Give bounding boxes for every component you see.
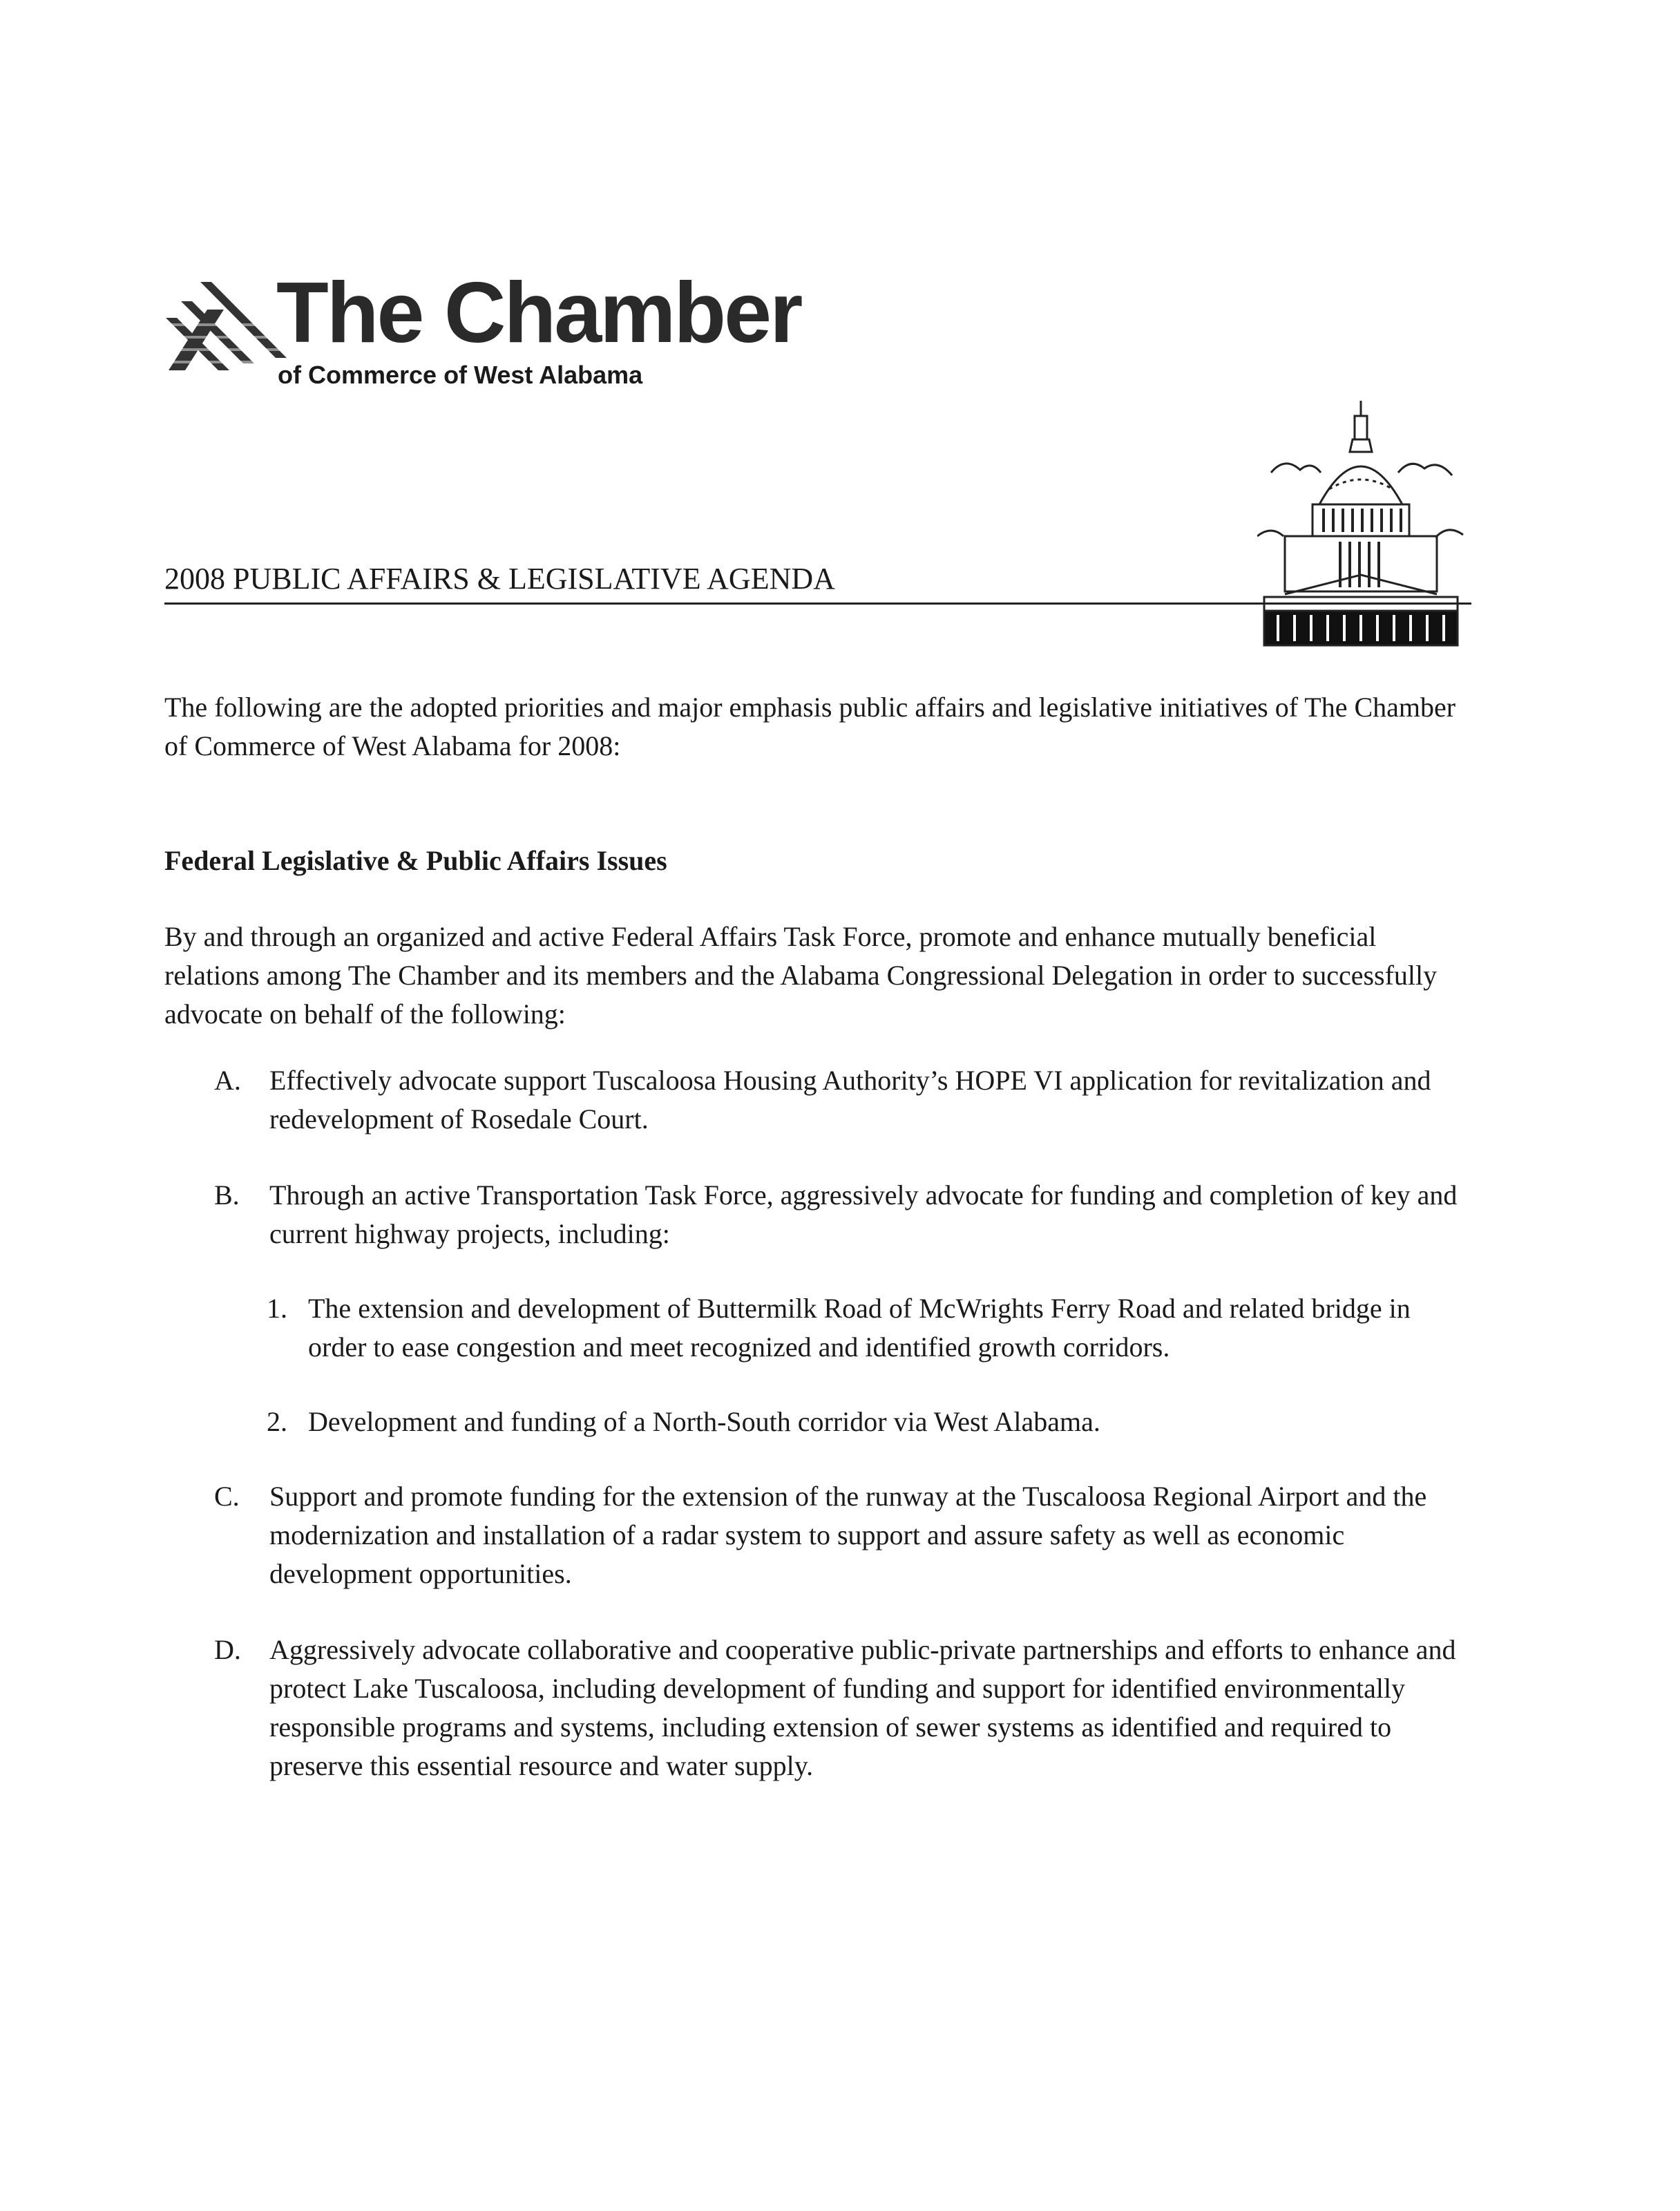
section-heading: Federal Legislative & Public Affairs Issues: [164, 845, 667, 876]
agenda-title: 2008 PUBLIC AFFAIRS & LEGISLATIVE AGENDA: [164, 562, 835, 596]
sub-list-item-marker: 1.: [267, 1293, 287, 1324]
list-item-marker: B.: [214, 1179, 240, 1211]
sub-list-item-text: The extension and development of Buttermilk Road of McWrights Ferry Road and related bridge in order to ease congestion and meet recognized and identified growth corridors.: [308, 1293, 1411, 1363]
logo-title: The Chamber: [276, 265, 801, 361]
sub-list-item-text: Development and funding of a North-South corridor via West Alabama.: [308, 1406, 1100, 1437]
title-divider: [164, 602, 1471, 605]
list-item-marker: A.: [214, 1065, 241, 1096]
section-lead-paragraph: By and through an organized and active Federal Affairs Task Force, promote and enhance mutually beneficial relations among The Chamber and its members and the Alabama Congressional Delegation in order to successfully advocate on behalf of the following:: [164, 921, 1438, 1029]
list-item-marker: D.: [214, 1634, 241, 1665]
capitol-dome-icon: [1257, 401, 1464, 649]
list-item-marker: C.: [214, 1481, 240, 1512]
intro-paragraph: The following are the adopted priorities and major emphasis public affairs and legislative initiatives of The Chamber of Commerce of West Alabama for 2008:: [164, 692, 1456, 761]
list-item-text: Effectively advocate support Tuscaloosa Housing Authority’s HOPE VI application for revitalization and redevelopment of Rosedale Court.: [269, 1065, 1431, 1135]
logo-subtitle: of Commerce of West Alabama: [278, 361, 643, 389]
list-item-text: Support and promote funding for the extension of the runway at the Tuscaloosa Regional Airport and the modernization and installation of a radar system to support and assure safety as well as economic development opportunities.: [269, 1481, 1427, 1589]
chamber-logo-mark-icon: [166, 282, 287, 372]
chamber-logo: [166, 265, 801, 399]
sub-list-item-marker: 2.: [267, 1406, 287, 1437]
list-item-text: Aggressively advocate collaborative and cooperative public-private partnerships and efforts to enhance and protect Lake Tuscaloosa, including development of funding and support for identified environmentally responsible programs and systems, including extension of sewer systems as identified and required to preserve this essential resource and water supply.: [269, 1634, 1456, 1781]
list-item-text: Through an active Transportation Task Force, aggressively advocate for funding and completion of key and current highway projects, including:: [269, 1179, 1458, 1249]
